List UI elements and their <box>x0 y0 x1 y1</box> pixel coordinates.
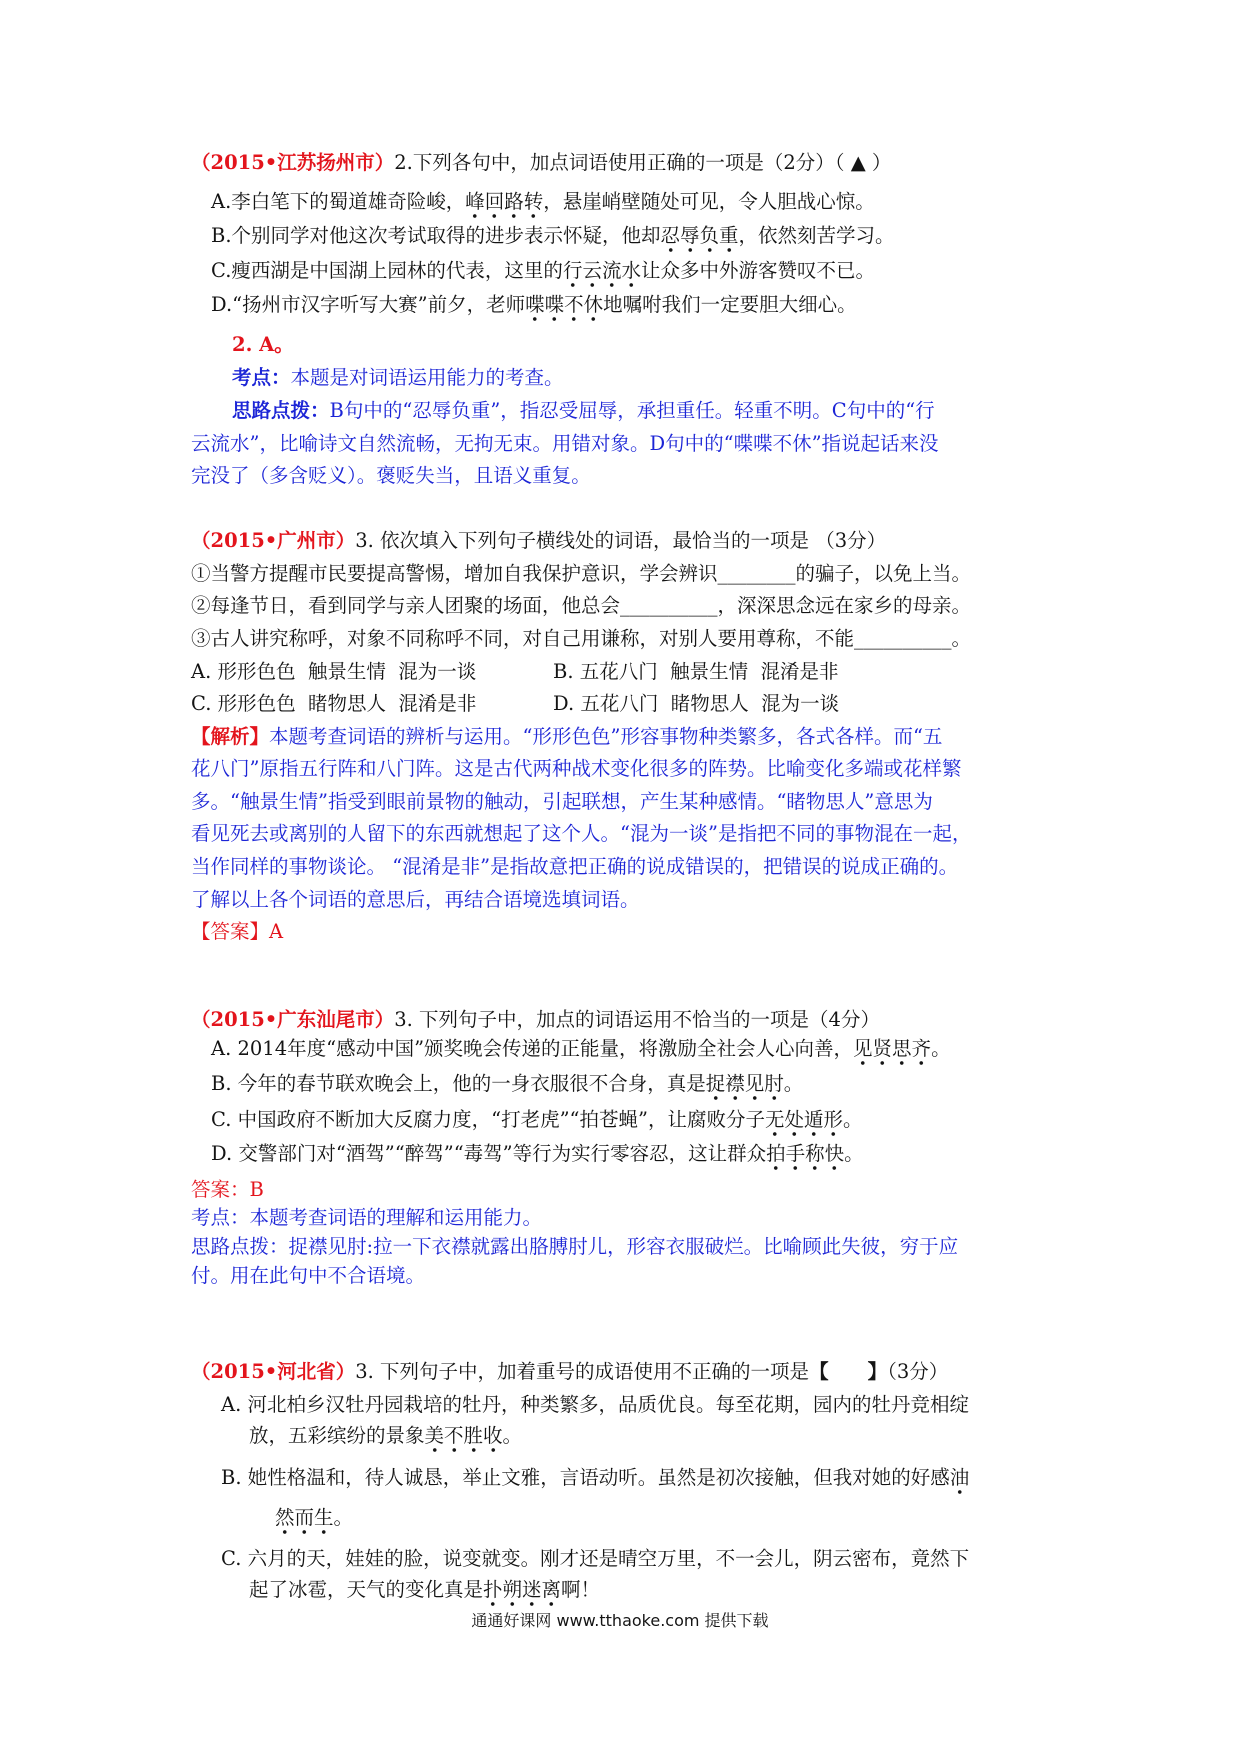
emphasized-phrase: 扑朔迷离 <box>483 1578 561 1607</box>
q3-header <box>191 1008 880 1032</box>
emphasized-phrase: 无处遁形 <box>765 1108 843 1137</box>
q4-question-text: 3. 下列句子中，加着重号的成语使用不正确的一项是 <box>355 1360 810 1383</box>
option-text: 。 <box>333 1506 354 1529</box>
q3-silu-line-2: 付。用在此句中不合语境。 <box>191 1264 426 1287</box>
q4-option-b-line-1 <box>221 1466 969 1490</box>
q4-source-tag: （2015•河北省） <box>191 1360 356 1383</box>
q3-option-a <box>211 1037 951 1061</box>
q1-question-text: 2.下列各句中，加点词语使用正确的一项是（2分）（ ▲ ） <box>394 151 892 174</box>
emphasized-phrase: 拍手称快 <box>766 1142 844 1171</box>
q4-option-c-line-2 <box>249 1578 600 1602</box>
option-text: 。 <box>502 1424 523 1447</box>
option-text: B. 今年的春节联欢晚会上，他的一身衣服很不合身，真是 <box>211 1072 706 1095</box>
q3-kaodian: 考点：本题考查词语的理解和运用能力。 <box>191 1206 543 1229</box>
option-text: ，依然刻苦学习。 <box>738 224 895 247</box>
emphasized-phrase: 行云流水 <box>563 259 641 288</box>
q2-answer <box>191 920 283 944</box>
option-text: 起了冰雹，天气的变化真是 <box>249 1578 484 1601</box>
option-text: C.瘦西湖是中国湖上园林的代表，这里的 <box>211 259 563 282</box>
emphasized-phrase: 然而生 <box>275 1506 334 1535</box>
option-text: ，悬崖峭壁随处可见，令人胆战心惊。 <box>543 190 875 213</box>
q1-answer: 2. A。 <box>232 333 294 356</box>
q2-option-c: C. 形形色色 睹物思人 混淆是非 <box>191 692 477 715</box>
q4-score: （3分） <box>887 1360 949 1383</box>
q2-option-b: B. 五花八门 触景生情 混淆是非 <box>553 660 839 683</box>
q3-source-tag: （2015•广东汕尾市） <box>191 1008 395 1031</box>
answer-bracket: 【 】 <box>809 1360 888 1383</box>
q2-analysis-line-1 <box>191 725 942 749</box>
q3-option-b <box>211 1072 803 1096</box>
option-text: 。 <box>843 1108 863 1131</box>
q1-silu-line-3: 完没了（多含贬义）。褒贬失当，且语义重复。 <box>191 464 591 487</box>
q3-option-d <box>211 1142 864 1166</box>
option-text: 啊！ <box>561 1578 601 1601</box>
emphasized-phrase: 忍辱负重 <box>661 224 739 253</box>
q3-option-c <box>211 1108 863 1132</box>
option-text: D. 交警部门对“酒驾”“醉驾”“毒驾”等行为实行零容忍，这让群众 <box>211 1142 767 1165</box>
q2-analysis-line-6: 了解以上各个词语的意思后，再结合语境选填词语。 <box>191 888 640 911</box>
answer-label: 【答案】 <box>191 920 270 943</box>
footer-watermark: 通通好课网 www.tthaoke.com 提供下载 <box>471 1611 769 1630</box>
option-text: 让众多中外游客赞叹不已。 <box>640 259 875 282</box>
q4-header <box>191 1360 948 1384</box>
q1-option-a <box>211 190 875 214</box>
option-text: C. 中国政府不断加大反腐力度，“打老虎”“拍苍蝇”，让腐败分子 <box>211 1108 765 1131</box>
option-text: A.李白笔下的蜀道雄奇险峻， <box>211 190 466 213</box>
q1-option-c <box>211 259 875 283</box>
q4-option-a-line-2 <box>249 1424 522 1448</box>
q1-option-d <box>211 293 857 317</box>
silu-label: 思路点拨： <box>232 399 330 422</box>
q4-option-b-line-2 <box>275 1506 353 1530</box>
option-text: 放，五彩缤纷的景象 <box>249 1424 425 1447</box>
q1-header <box>191 151 891 175</box>
silu-text: B句中的“忍辱负重”，指忍受屈辱，承担重任。轻重不明。C句中的“行 <box>329 399 935 422</box>
option-text: A. 2014年度“感动中国”颁奖晚会传递的正能量，将激励全社会人心向善， <box>211 1037 854 1060</box>
emphasized-phrase: 捉襟见肘 <box>706 1072 784 1101</box>
option-text: B. 她性格温和，待人诚恳，举止文雅，言语动听。虽然是初次接触，但我对她的好感 <box>221 1466 950 1489</box>
option-text: D.“扬州市汉字听写大赛”前夕，老师 <box>211 293 526 316</box>
analysis-text: 本题考查词语的辨析与运用。“形形色色”形容事物种类繁多，各式各样。而“五 <box>269 725 943 748</box>
q2-header <box>191 529 886 553</box>
emphasized-phrase: 见贤思齐 <box>853 1037 931 1066</box>
q2-source-tag: （2015•广州市） <box>191 529 356 552</box>
option-text: 。 <box>931 1037 951 1060</box>
q3-question-text: 3. 下列句子中，加点的词语运用不恰当的一项是（4分） <box>394 1008 880 1031</box>
option-text: 。 <box>844 1142 864 1165</box>
q2-sentence-3: ③古人讲究称呼，对象不同称呼不同，对自己用谦称，对别人要用尊称，不能__________。 <box>191 627 972 650</box>
q2-analysis-line-3: 多。“触景生情”指受到眼前景物的触动，引起联想，产生某种感情。“睹物思人”意思为 <box>191 790 933 813</box>
q2-sentence-1: ①当警方提醒市民要提高警惕，增加自我保护意识，学会辨识________的骗子，以免上当。 <box>191 562 972 585</box>
q2-option-d: D. 五花八门 睹物思人 混为一谈 <box>553 692 840 715</box>
emphasized-phrase: 美不胜收 <box>425 1424 503 1453</box>
q2-analysis-line-5: 当作同样的事物谈论。 “混淆是非”是指故意把正确的说成错误的，把错误的说成正确的。 <box>191 855 959 878</box>
kaodian-label: 考点： <box>232 366 291 389</box>
emphasized-phrase: 喋喋不休 <box>525 293 603 322</box>
q2-analysis-line-4: 看见死去或离别的人留下的东西就想起了这个人。“混为一谈”是指把不同的事物混在一起， <box>191 822 972 845</box>
option-text: 。 <box>783 1072 804 1095</box>
q2-sentence-2: ②每逢节日，看到同学与亲人团聚的场面，他总会__________，深深思念远在家乡的母亲。 <box>191 594 972 617</box>
q2-question-text: 3. 依次填入下列句子横线处的词语，最恰当的一项是 （3分） <box>355 529 887 552</box>
emphasized-phrase: 峰回路转 <box>465 190 543 219</box>
q1-source-tag: （2015•江苏扬州市） <box>191 151 395 174</box>
answer-value: A <box>269 920 284 943</box>
q2-option-a: A. 形形色色 触景生情 混为一谈 <box>191 660 477 683</box>
q1-kaodian <box>232 366 564 390</box>
q3-silu-line-1: 思路点拨：捉襟见肘:拉一下衣襟就露出胳膊肘儿，形容衣服破烂。比喻顾此失彼，穷于应 <box>191 1235 959 1258</box>
analysis-label: 【解析】 <box>191 725 270 748</box>
q3-answer: 答案：B <box>191 1178 264 1201</box>
kaodian-text: 本题是对词语运用能力的考查。 <box>290 366 564 389</box>
q1-silu-line-2: 云流水”，比喻诗文自然流畅，无拘无束。用错对象。D句中的“喋喋不休”指说起话来没 <box>191 432 939 455</box>
q1-silu-line-1 <box>232 399 935 423</box>
q4-option-a-line-1: A. 河北柏乡汉牡丹园栽培的牡丹，种类繁多，品质优良。每至花期，园内的牡丹竞相绽 <box>221 1393 969 1416</box>
q4-option-c-line-1: C. 六月的天，娃娃的脸，说变就变。刚才还是晴空万里，不一会儿，阴云密布，竟然下 <box>221 1547 970 1570</box>
option-text: 地嘱咐我们一定要胆大细心。 <box>603 293 857 316</box>
emphasized-phrase: 油 <box>950 1466 970 1495</box>
q1-option-b <box>211 224 895 248</box>
option-text: B.个别同学对他这次考试取得的进步表示怀疑，他却 <box>211 224 661 247</box>
q2-analysis-line-2: 花八门”原指五行阵和八门阵。这是古代两种战术变化很多的阵势。比喻变化多端或花样繁 <box>191 757 962 780</box>
